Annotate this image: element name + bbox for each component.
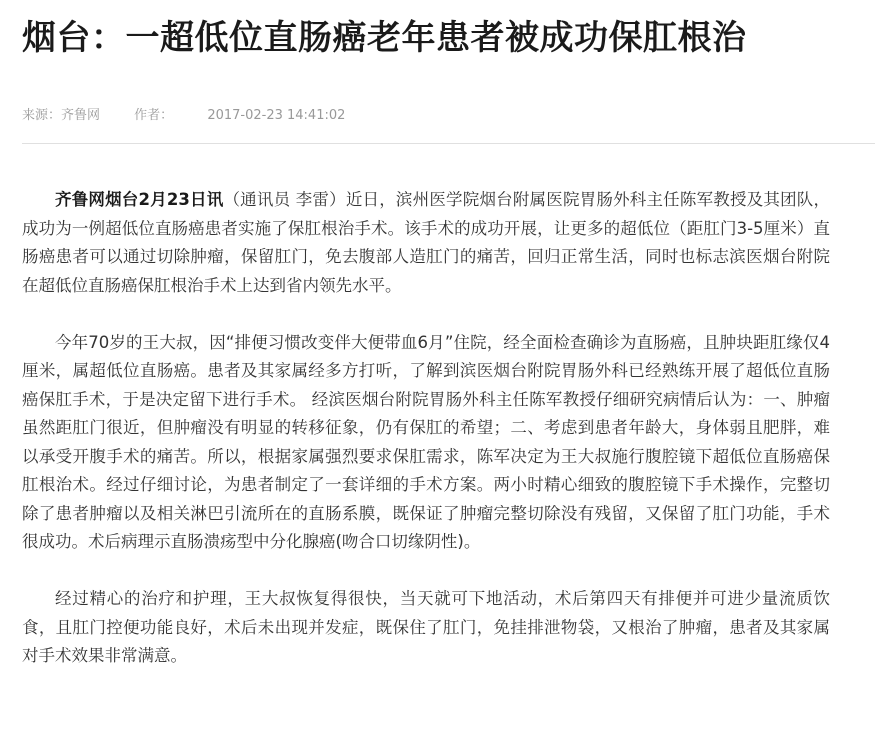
source-label: 来源：: [22, 108, 62, 123]
article-title: 烟台：一超低位直肠癌老年患者被成功保肛根治: [22, 18, 747, 58]
article-body: [22, 186, 830, 699]
dateline: 齐鲁网烟台2月23日讯: [55, 190, 224, 209]
publish-date: 2017-02-23 14:41:02: [207, 108, 346, 123]
paragraph-2: 今年70岁的王大叔，因“排便习惯改变伴大便带血6月”住院，经全面检查确诊为直肠癌，且肿块距肛缘仅4厘米，属超低位直肠癌。患者及其家属经多方打听，了解到滨医烟台附院胃肠外科已经熟练开展了超低位直肠癌保肛手术，于是决定留下进行手术。 经滨医烟台附院胃肠外科主任陈军教授仔细研究病情后认为：一、肿瘤虽然距肛门很近，但肿瘤没有明显的转移征象，仍有保肛的希望；二、考虑到患者年龄大，身体弱且肥胖，难以承受开腹手术的痛苦。所以，根据家属强烈要求保肛需求，陈军决定为王大叔施行腹腔镜下超低位直肠癌保肛根治术。经过仔细讨论，为患者制定了一套详细的手术方案。两小时精心细致的腹腔镜下手术操作，完整切除了患者肿瘤以及相关淋巴引流所在的直肠系膜，既保证了肿瘤完整切除没有残留，又保留了肛门功能，手术很成功。术后病理示直肠溃疡型中分化腺癌(吻合口切缘阴性)。: [22, 332, 830, 551]
source-name: 齐鲁网: [61, 108, 101, 123]
header-divider: [22, 143, 875, 144]
paragraph-1: [22, 186, 830, 300]
paragraph-1-text: （通讯员 李雷）近日，滨州医学院烟台附属医院胃肠外科主任陈军教授及其团队，成功为一例超低位直肠癌患者实施了保肛根治手术。该手术的成功开展，让更多的超低位（距肛门3-5厘米）直肠癌患者可以通过切除肿瘤，保留肛门，免去腹部人造肛门的痛苦，回归正常生活，同时也标志滨医烟台附院在超低位直肠癌保肛根治手术上达到省内领先水平。: [22, 190, 830, 295]
paragraph-3: 经过精心的治疗和护理，王大叔恢复得很快，当天就可下地活动，术后第四天有排便并可进少量流质饮食，且肛门控便功能良好，术后未出现并发症，既保住了肛门，免挂排泄物袋，又根治了肿瘤，患者及其家属对手术效果非常满意。: [22, 589, 830, 665]
author-label: 作者：: [134, 108, 174, 123]
article-meta: [22, 106, 345, 126]
